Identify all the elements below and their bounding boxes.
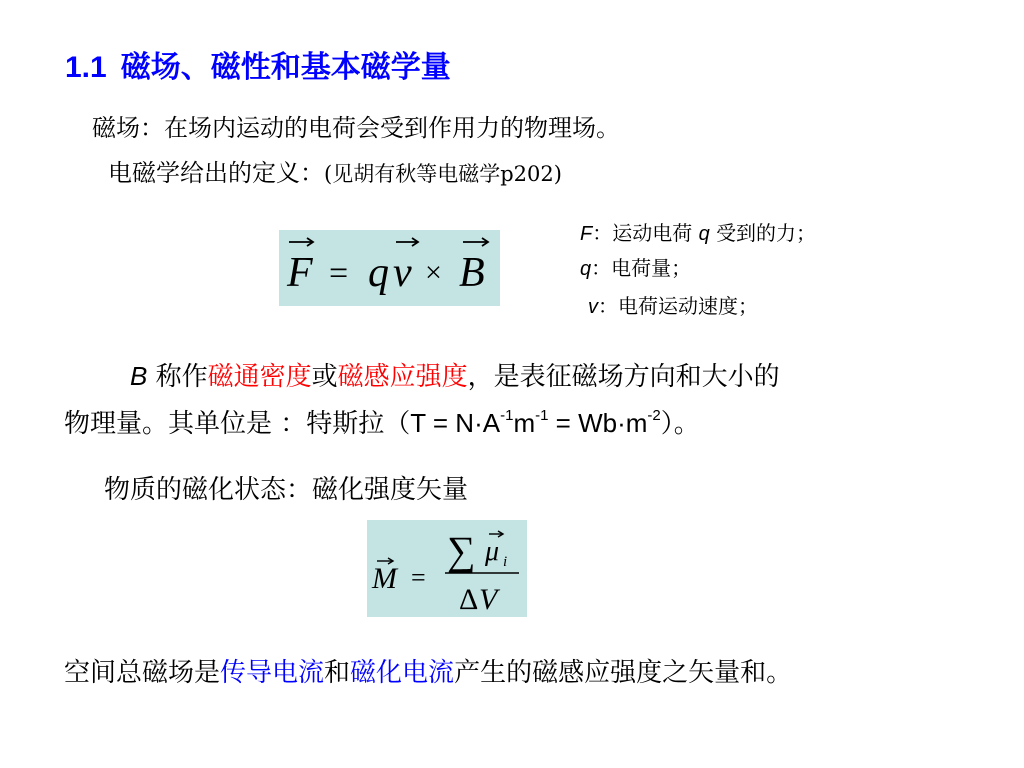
note-force-q: q	[698, 223, 710, 245]
note-velocity-text: 电荷运动速度；	[618, 294, 758, 318]
unit-m: m	[513, 408, 536, 438]
symbol-f: F	[287, 250, 313, 296]
symbol-b-text: B	[130, 361, 148, 391]
final-pre: 空间总磁场是	[64, 658, 221, 688]
symbol-v: v	[393, 250, 412, 296]
b-or: 或	[311, 362, 338, 392]
note-separator: ：	[592, 221, 613, 245]
subscript-i: i	[503, 554, 508, 570]
term-induction-intensity: 磁感应强度	[337, 362, 468, 392]
magnetic-field-definition	[92, 108, 620, 143]
b-called: 称作	[155, 362, 208, 392]
lorentz-formula	[279, 230, 500, 306]
equals-sign: =	[329, 255, 349, 292]
magnetization-formula-graphic	[367, 520, 527, 617]
symbol-m: M	[372, 562, 397, 595]
symbol-mu: μ	[485, 536, 500, 567]
note-symbol-v: v	[588, 296, 598, 318]
note-force-pre: 运动电荷	[612, 221, 693, 245]
unit-exp3: -2	[647, 407, 661, 424]
electromagnetics-definition	[108, 153, 562, 188]
magnetization-heading: 物质的磁化状态：磁化强度矢量	[104, 475, 469, 505]
note-velocity	[588, 290, 758, 319]
unit-t: T = N·A	[410, 408, 501, 438]
note-symbol-q: q	[580, 258, 592, 280]
unit-wb: = Wb·m	[548, 408, 648, 438]
note-symbol-f: F	[580, 223, 593, 245]
symbol-v-volume: V	[479, 583, 498, 616]
final-and: 和	[324, 658, 351, 688]
cross-sign: ×	[425, 256, 442, 289]
em-reference: (见胡有秋等电磁学p202)	[324, 162, 562, 186]
final-post: 产生的磁感应强度之矢量和。	[454, 658, 793, 688]
symbol-q: q	[368, 250, 389, 296]
symbol-b: B	[459, 250, 485, 296]
note-separator: ：	[591, 256, 612, 280]
page-title	[65, 42, 451, 86]
unit-intro: 物理量。其单位是 ：特斯拉（	[64, 409, 411, 439]
unit-formula	[410, 408, 660, 438]
definition-text: 在场内运动的电荷会受到作用力的物理场	[164, 114, 596, 142]
section-number: 1.1	[65, 51, 107, 84]
section-title: 磁场、磁性和基本磁学量	[120, 50, 451, 85]
total-field-statement	[64, 652, 792, 689]
magnetization-formula	[367, 520, 527, 617]
note-charge	[580, 252, 691, 281]
note-separator: ：	[598, 294, 618, 318]
delta-sign: Δ	[459, 583, 479, 616]
sum-sign: ∑	[447, 528, 476, 573]
em-text: 电磁学给出的定义：	[108, 159, 324, 187]
definition-label: 磁场：	[92, 114, 164, 142]
definition-period: 。	[596, 114, 620, 142]
b-rest: ，是表征磁场方向和大小的	[467, 362, 780, 392]
b-description-line2	[64, 403, 700, 440]
note-force	[580, 217, 816, 246]
unit-end: ）。	[660, 409, 700, 439]
note-charge-text: 电荷量；	[611, 256, 692, 280]
lorentz-formula-graphic	[279, 230, 500, 306]
term-flux-density: 磁通密度	[207, 362, 312, 392]
b-description-line1	[130, 356, 780, 393]
unit-exp1: -1	[500, 407, 514, 424]
equals-sign-2: =	[411, 563, 426, 592]
term-conduction-current: 传导电流	[220, 658, 325, 688]
unit-exp2: -1	[535, 407, 549, 424]
term-magnetization-current: 磁化电流	[350, 658, 455, 688]
note-force-post: 受到的力；	[716, 221, 817, 245]
